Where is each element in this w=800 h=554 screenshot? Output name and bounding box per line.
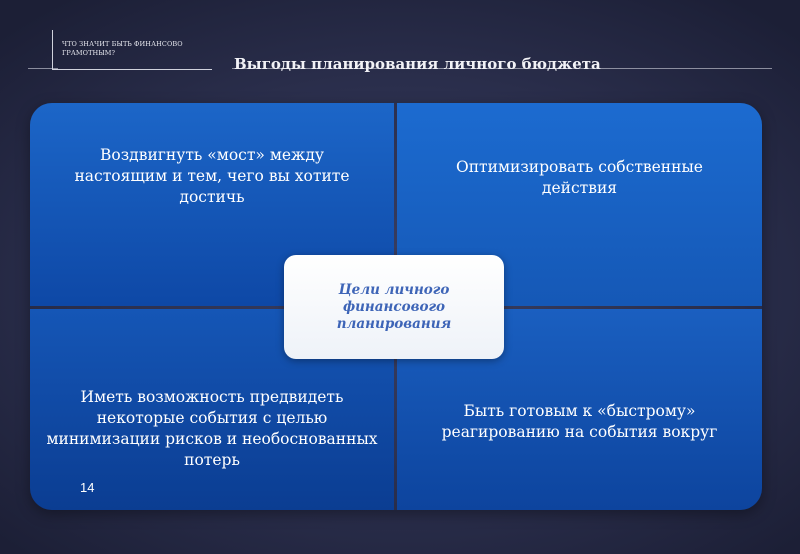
section-label: ЧТО ЗНАЧИТ БЫТЬ ФИНАНСОВО ГРАМОТНЫМ? <box>62 40 183 57</box>
center-goal-text: Цели личного финансового планирования <box>336 281 452 332</box>
quadrant-bottom-left-text: Иметь возможность предвидеть некоторые события с целью минимизации рисков и необоснованных потерь <box>46 388 378 469</box>
quadrant-top-left-text: Воздвигнуть «мост» между настоящим и тем, чего вы хотите достичь <box>74 146 350 206</box>
quadrant-bottom-right-text: Быть готовым к «быстрому» реагированию на события вокруг <box>441 402 718 441</box>
quadrant-top-right-text: Оптимизировать собственные действия <box>456 158 703 197</box>
page-number: 14 <box>80 480 95 495</box>
slide-title: Выгоды планирования личного бюджета <box>234 55 601 73</box>
center-goal-box <box>284 255 504 359</box>
